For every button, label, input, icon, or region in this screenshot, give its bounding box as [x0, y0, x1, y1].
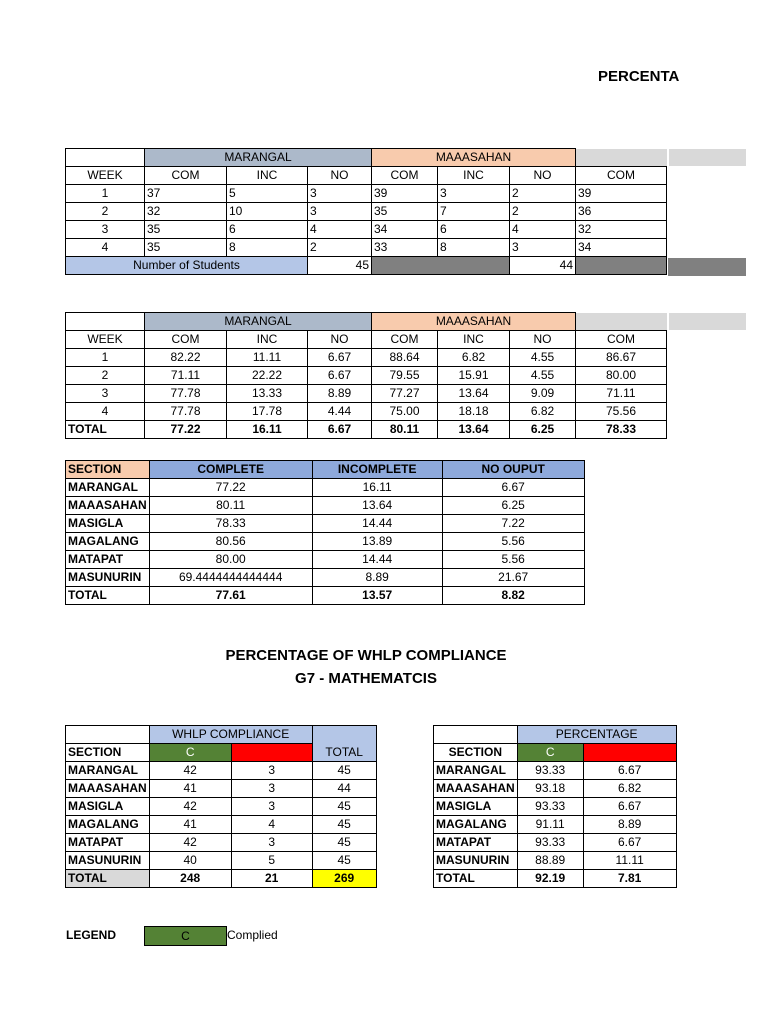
data-cell: 10: [227, 203, 308, 221]
total-cell: 6.25: [510, 421, 576, 439]
section-cell: MARANGAL: [66, 479, 150, 497]
group-header-masigla: [576, 313, 667, 331]
table-row: [66, 403, 667, 421]
data-cell: 39: [372, 185, 438, 203]
section-summary-table: [65, 460, 585, 605]
week-cell: 1: [66, 349, 145, 367]
section-cell: MASUNURIN: [66, 852, 150, 870]
data-cell: 5.56: [442, 533, 584, 551]
data-cell: 13.33: [227, 385, 308, 403]
data-cell: 3: [231, 798, 312, 816]
total-header: TOTAL: [312, 744, 376, 762]
data-cell: 3: [510, 239, 576, 257]
compliance-title: PERCENTAGE OF WHLP COMPLIANCE: [225, 647, 507, 664]
col-header: COM: [145, 331, 227, 349]
section-header: SECTION: [66, 461, 150, 479]
col-header: INC: [227, 331, 308, 349]
data-cell: 6.67: [442, 479, 584, 497]
data-cell: 41: [149, 816, 231, 834]
data-cell: 6: [227, 221, 308, 239]
table-row: [66, 185, 667, 203]
c-header: C: [149, 744, 231, 762]
table-row: [66, 569, 585, 587]
data-cell: 80.11: [149, 497, 312, 515]
table-row: [66, 816, 377, 834]
section-cell: MARANGAL: [66, 762, 150, 780]
students-maaasahan: 44: [510, 257, 576, 275]
section-cell: MASIGLA: [66, 515, 150, 533]
table-row: [434, 834, 677, 852]
data-cell: 3: [231, 834, 312, 852]
col-header: NO: [510, 167, 576, 185]
group-header-marangal: MARANGAL: [145, 149, 372, 167]
data-cell: 3: [231, 780, 312, 798]
group-header-marangal: MARANGAL: [145, 313, 372, 331]
counts-sub-header-row: [66, 167, 667, 185]
complete-header: COMPLETE: [149, 461, 312, 479]
grand-total-cell: 269: [312, 870, 376, 888]
data-cell: 42: [149, 798, 231, 816]
table-row: [66, 367, 667, 385]
compliance-subtitle: G7 - MATHEMATCIS: [295, 670, 437, 687]
whlp-group-header: WHLP COMPLIANCE: [149, 726, 312, 744]
group-header-maaasahan: MAAASAHAN: [372, 313, 576, 331]
data-cell: 8: [438, 239, 510, 257]
data-cell: 77.27: [372, 385, 438, 403]
data-cell: 13.64: [312, 497, 442, 515]
col-header: COM: [145, 167, 227, 185]
data-cell: 3: [231, 762, 312, 780]
week-cell: 2: [66, 203, 145, 221]
week-cell: 2: [66, 367, 145, 385]
table-row: [434, 762, 677, 780]
total-cell: 77.22: [145, 421, 227, 439]
col-header: NO: [308, 331, 372, 349]
col-header: COM: [576, 331, 667, 349]
data-cell: 77.78: [145, 403, 227, 421]
table-row: [66, 834, 377, 852]
data-cell: 4.55: [510, 349, 576, 367]
data-cell: 77.78: [145, 385, 227, 403]
data-cell: 3: [308, 203, 372, 221]
section-cell: MASIGLA: [66, 798, 150, 816]
data-cell: 36: [576, 203, 667, 221]
data-cell: 79.55: [372, 367, 438, 385]
data-cell: 80.00: [576, 367, 667, 385]
section-cell: MAGALANG: [66, 533, 150, 551]
section-header: SECTION: [434, 744, 518, 762]
dc-header: DC: [231, 744, 312, 762]
students-gray-fill: [576, 257, 667, 275]
data-cell: 71.11: [145, 367, 227, 385]
data-cell: 6.82: [583, 780, 676, 798]
whlp-header-row: [66, 744, 377, 762]
col-header: NO: [510, 331, 576, 349]
total-cell: 248: [149, 870, 231, 888]
total-row: [434, 870, 677, 888]
data-cell: 4: [308, 221, 372, 239]
table-row: [66, 349, 667, 367]
table-row: [66, 515, 585, 533]
percentage-group-header: PERCENTAGE: [517, 726, 676, 744]
data-cell: 45: [312, 798, 376, 816]
section-cell: MASUNURIN: [434, 852, 518, 870]
data-cell: 39: [576, 185, 667, 203]
data-cell: 4.44: [308, 403, 372, 421]
data-cell: 93.33: [517, 798, 583, 816]
incomplete-header: INCOMPLETE: [312, 461, 442, 479]
data-cell: 13.89: [312, 533, 442, 551]
data-cell: 5: [227, 185, 308, 203]
section-cell: MASUNURIN: [66, 569, 150, 587]
data-cell: 16.11: [312, 479, 442, 497]
table-row: [66, 852, 377, 870]
total-row: [66, 421, 667, 439]
data-cell: 69.4444444444444: [149, 569, 312, 587]
data-cell: 2: [510, 203, 576, 221]
table-row: [434, 780, 677, 798]
table-row: [66, 551, 585, 569]
c-header: C: [517, 744, 583, 762]
data-cell: 34: [576, 239, 667, 257]
data-cell: 9.09: [510, 385, 576, 403]
data-cell: 32: [576, 221, 667, 239]
section-cell: MARANGAL: [434, 762, 518, 780]
data-cell: 6.82: [510, 403, 576, 421]
total-label: TOTAL: [66, 587, 150, 605]
data-cell: 14.44: [312, 515, 442, 533]
legend-complied-swatch: C: [144, 926, 227, 946]
students-row: [66, 257, 667, 275]
total-cell: 92.19: [517, 870, 583, 888]
total-cell: 78.33: [576, 421, 667, 439]
data-cell: 11.11: [227, 349, 308, 367]
overflow-header-gray: [669, 313, 746, 330]
students-gray-fill: [372, 257, 510, 275]
data-cell: 80.56: [149, 533, 312, 551]
data-cell: 8.89: [308, 385, 372, 403]
col-header: INC: [227, 167, 308, 185]
data-cell: 5.56: [442, 551, 584, 569]
table-row: [66, 762, 377, 780]
total-cell: 13.64: [438, 421, 510, 439]
data-cell: 6.67: [583, 762, 676, 780]
data-cell: 42: [149, 762, 231, 780]
percent-sub-header-row: [66, 331, 667, 349]
data-cell: 75.56: [576, 403, 667, 421]
data-cell: 93.18: [517, 780, 583, 798]
total-cell: 80.11: [372, 421, 438, 439]
data-cell: 37: [145, 185, 227, 203]
week-cell: 3: [66, 221, 145, 239]
data-cell: 78.33: [149, 515, 312, 533]
total-label: TOTAL: [66, 421, 145, 439]
counts-table: [65, 148, 667, 275]
whlp-compliance-table: [65, 725, 377, 888]
data-cell: 21.67: [442, 569, 584, 587]
data-cell: 91.11: [517, 816, 583, 834]
total-cell: 8.82: [442, 587, 584, 605]
col-header: INC: [438, 331, 510, 349]
data-cell: 17.78: [227, 403, 308, 421]
data-cell: 44: [312, 780, 376, 798]
data-cell: 35: [372, 203, 438, 221]
data-cell: 6.67: [583, 798, 676, 816]
data-cell: 45: [312, 762, 376, 780]
legend-complied-text: Complied: [227, 928, 278, 942]
data-cell: 77.22: [149, 479, 312, 497]
table-row: [434, 816, 677, 834]
overflow-students-gray: [668, 258, 746, 276]
total-row: [66, 587, 585, 605]
section-cell: MASIGLA: [434, 798, 518, 816]
table-row: [66, 221, 667, 239]
pct-group-header-row: [434, 726, 677, 744]
data-cell: 2: [308, 239, 372, 257]
data-cell: 8.89: [583, 816, 676, 834]
data-cell: 2: [510, 185, 576, 203]
section-cell: MATAPAT: [66, 551, 150, 569]
table-row: [66, 385, 667, 403]
group-header-maaasahan: MAAASAHAN: [372, 149, 576, 167]
students-label: Number of Students: [66, 257, 308, 275]
percentage-table: [65, 312, 667, 439]
data-cell: 6.82: [438, 349, 510, 367]
data-cell: 3: [308, 185, 372, 203]
whlp-group-header-row: [66, 726, 377, 744]
data-cell: 75.00: [372, 403, 438, 421]
table-row: [66, 780, 377, 798]
data-cell: 3: [438, 185, 510, 203]
col-header: INC: [438, 167, 510, 185]
group-header-masigla: [576, 149, 667, 167]
section-cell: MAAASAHAN: [66, 780, 150, 798]
pct-header-row: [434, 744, 677, 762]
data-cell: 5: [231, 852, 312, 870]
data-cell: 4.55: [510, 367, 576, 385]
students-marangal: 45: [308, 257, 372, 275]
week-cell: 3: [66, 385, 145, 403]
data-cell: 93.33: [517, 762, 583, 780]
total-cell: 6.67: [308, 421, 372, 439]
data-cell: 82.22: [145, 349, 227, 367]
data-cell: 6.67: [308, 367, 372, 385]
data-cell: 32: [145, 203, 227, 221]
week-cell: 4: [66, 239, 145, 257]
col-header: COM: [576, 167, 667, 185]
table-row: [66, 533, 585, 551]
data-cell: 8: [227, 239, 308, 257]
section-cell: MAAASAHAN: [434, 780, 518, 798]
data-cell: 22.22: [227, 367, 308, 385]
section-cell: MATAPAT: [434, 834, 518, 852]
data-cell: 41: [149, 780, 231, 798]
data-cell: 4: [510, 221, 576, 239]
table-row: [66, 798, 377, 816]
data-cell: 45: [312, 834, 376, 852]
percent-group-header-row: [66, 313, 667, 331]
no-output-header: NO OUPUT: [442, 461, 584, 479]
table-row: [66, 239, 667, 257]
section-cell: MAGALANG: [434, 816, 518, 834]
data-cell: 14.44: [312, 551, 442, 569]
data-cell: 80.00: [149, 551, 312, 569]
section-cell: MATAPAT: [66, 834, 150, 852]
total-row: [66, 870, 377, 888]
counts-group-header-row: [66, 149, 667, 167]
data-cell: 15.91: [438, 367, 510, 385]
data-cell: 11.11: [583, 852, 676, 870]
data-cell: 88.64: [372, 349, 438, 367]
data-cell: 7.22: [442, 515, 584, 533]
table-row: [66, 497, 585, 515]
col-header: COM: [372, 167, 438, 185]
col-header: NO: [308, 167, 372, 185]
col-header: COM: [372, 331, 438, 349]
data-cell: 42: [149, 834, 231, 852]
total-cell: 16.11: [227, 421, 308, 439]
overflow-header-gray: [669, 149, 746, 166]
legend-label: LEGEND: [66, 928, 117, 942]
table-row: [434, 798, 677, 816]
data-cell: 93.33: [517, 834, 583, 852]
summary-header-row: [66, 461, 585, 479]
table-row: [66, 479, 585, 497]
table-row: [66, 203, 667, 221]
total-label: TOTAL: [434, 870, 518, 888]
week-cell: 1: [66, 185, 145, 203]
data-cell: 18.18: [438, 403, 510, 421]
section-cell: MAAASAHAN: [66, 497, 150, 515]
week-header: WEEK: [66, 167, 145, 185]
total-cell: 21: [231, 870, 312, 888]
compliance-percentage-table: [433, 725, 677, 888]
data-cell: 35: [145, 239, 227, 257]
dc-header: DC: [583, 744, 676, 762]
data-cell: 7: [438, 203, 510, 221]
total-label: TOTAL: [66, 870, 150, 888]
total-cell: 7.81: [583, 870, 676, 888]
data-cell: 6.25: [442, 497, 584, 515]
data-cell: 35: [145, 221, 227, 239]
data-cell: 8.89: [312, 569, 442, 587]
data-cell: 33: [372, 239, 438, 257]
data-cell: 4: [231, 816, 312, 834]
data-cell: 34: [372, 221, 438, 239]
total-cell: 13.57: [312, 587, 442, 605]
data-cell: 6.67: [583, 834, 676, 852]
page-title: PERCENTA: [598, 68, 680, 85]
total-cell: 77.61: [149, 587, 312, 605]
data-cell: 6.67: [308, 349, 372, 367]
week-cell: 4: [66, 403, 145, 421]
data-cell: 45: [312, 852, 376, 870]
section-header: SECTION: [66, 744, 150, 762]
section-cell: MAGALANG: [66, 816, 150, 834]
week-header: WEEK: [66, 331, 145, 349]
data-cell: 86.67: [576, 349, 667, 367]
data-cell: 6: [438, 221, 510, 239]
data-cell: 71.11: [576, 385, 667, 403]
data-cell: 13.64: [438, 385, 510, 403]
data-cell: 40: [149, 852, 231, 870]
data-cell: 45: [312, 816, 376, 834]
table-row: [434, 852, 677, 870]
data-cell: 88.89: [517, 852, 583, 870]
